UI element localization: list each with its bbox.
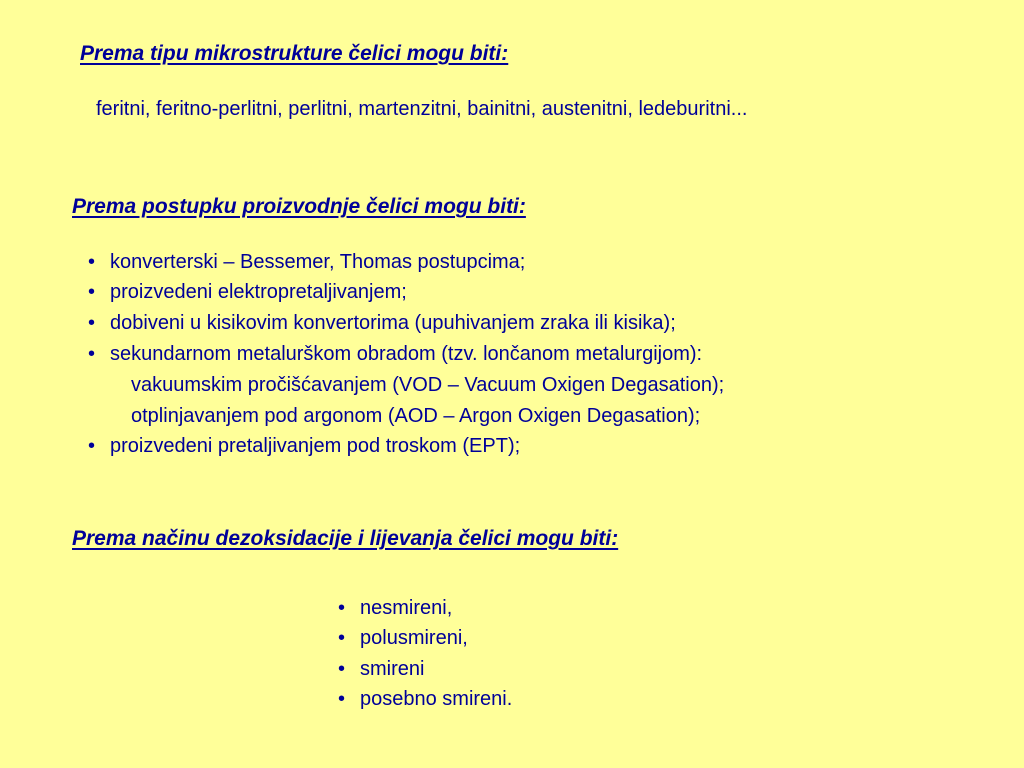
list-item-text: proizvedeni elektropretaljivanjem;	[110, 281, 407, 303]
list-item-ept	[88, 436, 520, 456]
list-item-rimmed	[338, 598, 452, 618]
list-item-text: proizvedeni pretaljivanjem pod troskom (EPT);	[110, 435, 521, 457]
list-item-electroslag	[88, 282, 407, 302]
list-item-converter	[88, 252, 525, 272]
list-item-text: posebno smireni.	[360, 688, 513, 710]
bullet-icon: •	[88, 281, 96, 303]
bullet-icon: •	[88, 312, 96, 334]
list-item-text: smireni	[360, 658, 425, 680]
bullet-icon: •	[88, 343, 96, 365]
list-item-specially-killed	[338, 689, 512, 709]
heading-production-process: Prema postupku proizvodnje čelici mogu biti:	[72, 195, 526, 218]
bullet-icon: •	[338, 688, 346, 710]
microstructure-types-text: feritni, feritno-perlitni, perlitni, martenzitni, bainitni, austenitni, ledeburitni...	[96, 98, 748, 120]
bullet-icon: •	[88, 435, 96, 457]
list-item-text: polusmireni,	[360, 627, 468, 649]
heading-deoxidation: Prema načinu dezoksidacije i lijevanja čelici mogu biti:	[72, 527, 619, 550]
list-item-text: konverterski – Bessemer, Thomas postupcima;	[110, 251, 526, 273]
list-item-secondary-metallurgy	[88, 344, 702, 364]
bullet-icon: •	[338, 597, 346, 619]
list-item-semi-killed	[338, 628, 468, 648]
bullet-icon: •	[338, 627, 346, 649]
sub-item-vod: vakuumskim pročišćavanjem (VOD – Vacuum Oxigen Degasation);	[131, 374, 725, 396]
bullet-icon: •	[88, 251, 96, 273]
bullet-icon: •	[338, 658, 346, 680]
list-item-text: dobiveni u kisikovim konvertorima (upuhivanjem zraka ili kisika);	[110, 312, 676, 334]
list-item-text: sekundarnom metalurškom obradom (tzv. lončanom metalurgijom):	[110, 343, 703, 365]
list-item-oxygen-converter	[88, 313, 676, 333]
list-item-text: nesmireni,	[360, 597, 453, 619]
list-item-killed	[338, 659, 424, 679]
sub-item-aod: otplinjavanjem pod argonom (AOD – Argon Oxigen Degasation);	[131, 405, 701, 427]
heading-microstructure: Prema tipu mikrostrukture čelici mogu biti:	[80, 42, 509, 65]
